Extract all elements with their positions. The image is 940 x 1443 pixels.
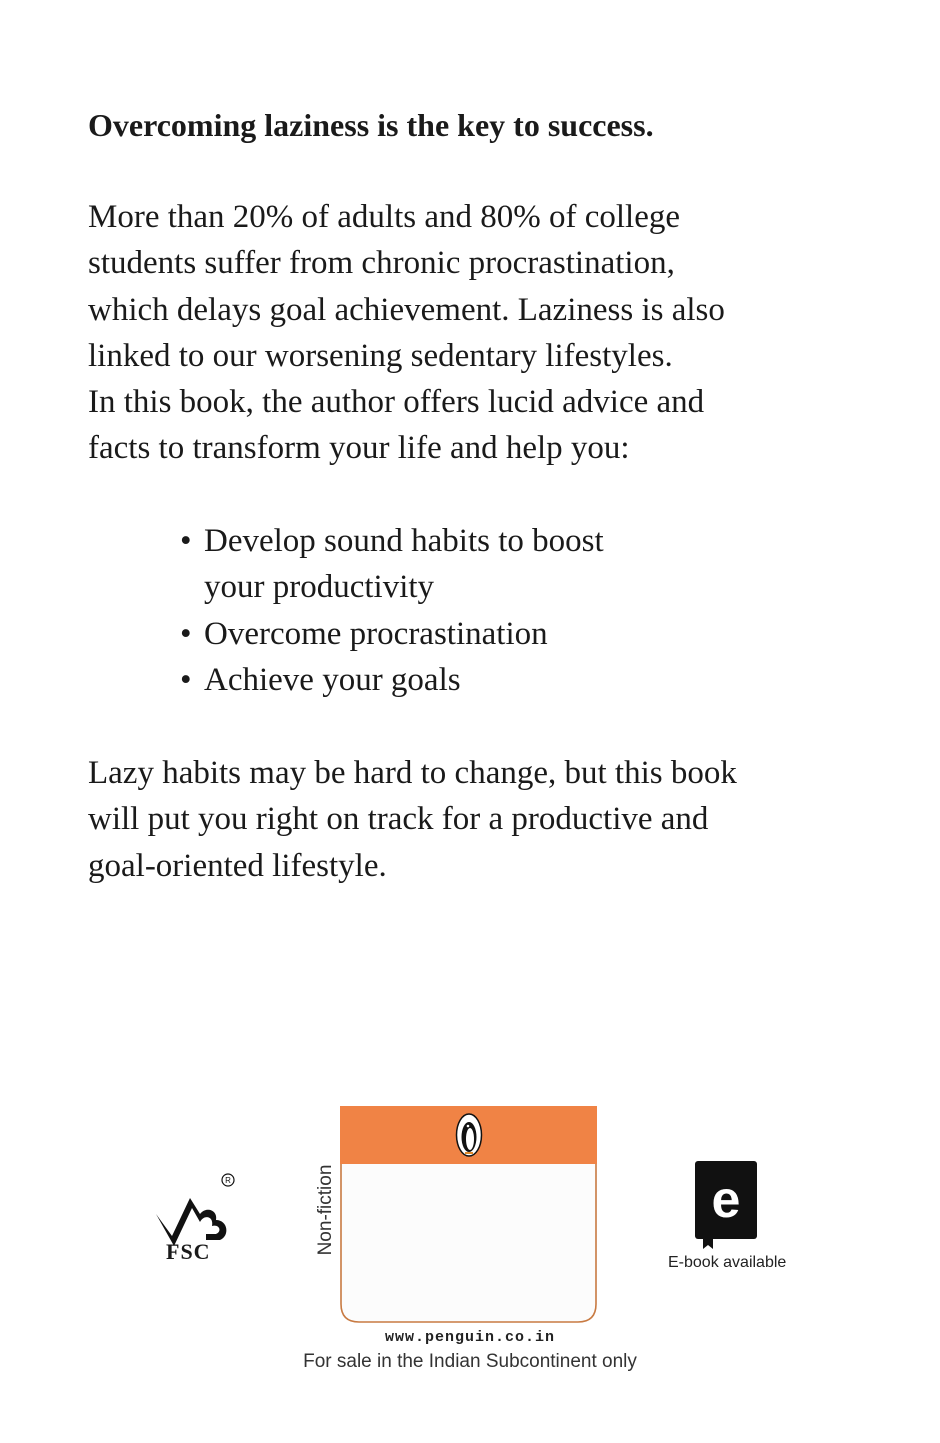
paragraph-line: students suffer from chronic procrastination, [88,245,675,282]
paragraph-line: linked to our worsening sedentary lifestyles. [88,337,673,374]
paragraph-line: More than 20% of adults and 80% of college [88,199,681,235]
paragraph-line: which delays goal achievement. Laziness is also [88,291,725,328]
bullet-dot: • [180,615,192,652]
paragraph-line: goal-oriented lifestyle. [88,847,387,884]
paragraph-2 [88,750,737,889]
sale-note: For sale in the Indian Subcontinent only [303,1351,637,1372]
paragraph-line: In this book, the author offers lucid advice and [88,384,705,421]
paragraph-1 [88,194,725,472]
paragraph-line: Lazy habits may be hard to change, but this book [88,755,737,791]
svg-text:e: e [711,1171,741,1229]
back-cover-footer [0,1100,940,1443]
headline: Overcoming laziness is the key to success. [88,107,654,143]
bullet-item [180,518,604,611]
barcode-frame [340,1106,597,1324]
category-label: Non-fiction [315,1164,336,1256]
bullet-item [180,657,604,703]
bullet-dot: • [180,523,192,559]
ebook-label: E-book available [668,1254,787,1271]
paragraph-line: will put you right on track for a productive and [88,801,709,838]
website-link[interactable]: www.penguin.co.in [384,1329,556,1346]
bullet-item [180,611,604,657]
svg-text:R: R [225,1176,231,1185]
ebook-icon [693,1159,759,1251]
fsc-label: FSC [166,1239,211,1264]
bullet-line: Overcome procrastination [204,615,548,652]
bullet-line: Develop sound habits to boost [204,523,604,559]
bullet-list [180,518,604,703]
bullet-line: Achieve your goals [204,661,461,698]
bullet-dot: • [180,661,192,698]
bullet-line: your productivity [204,569,435,606]
paragraph-line: facts to transform your life and help you: [88,430,630,467]
